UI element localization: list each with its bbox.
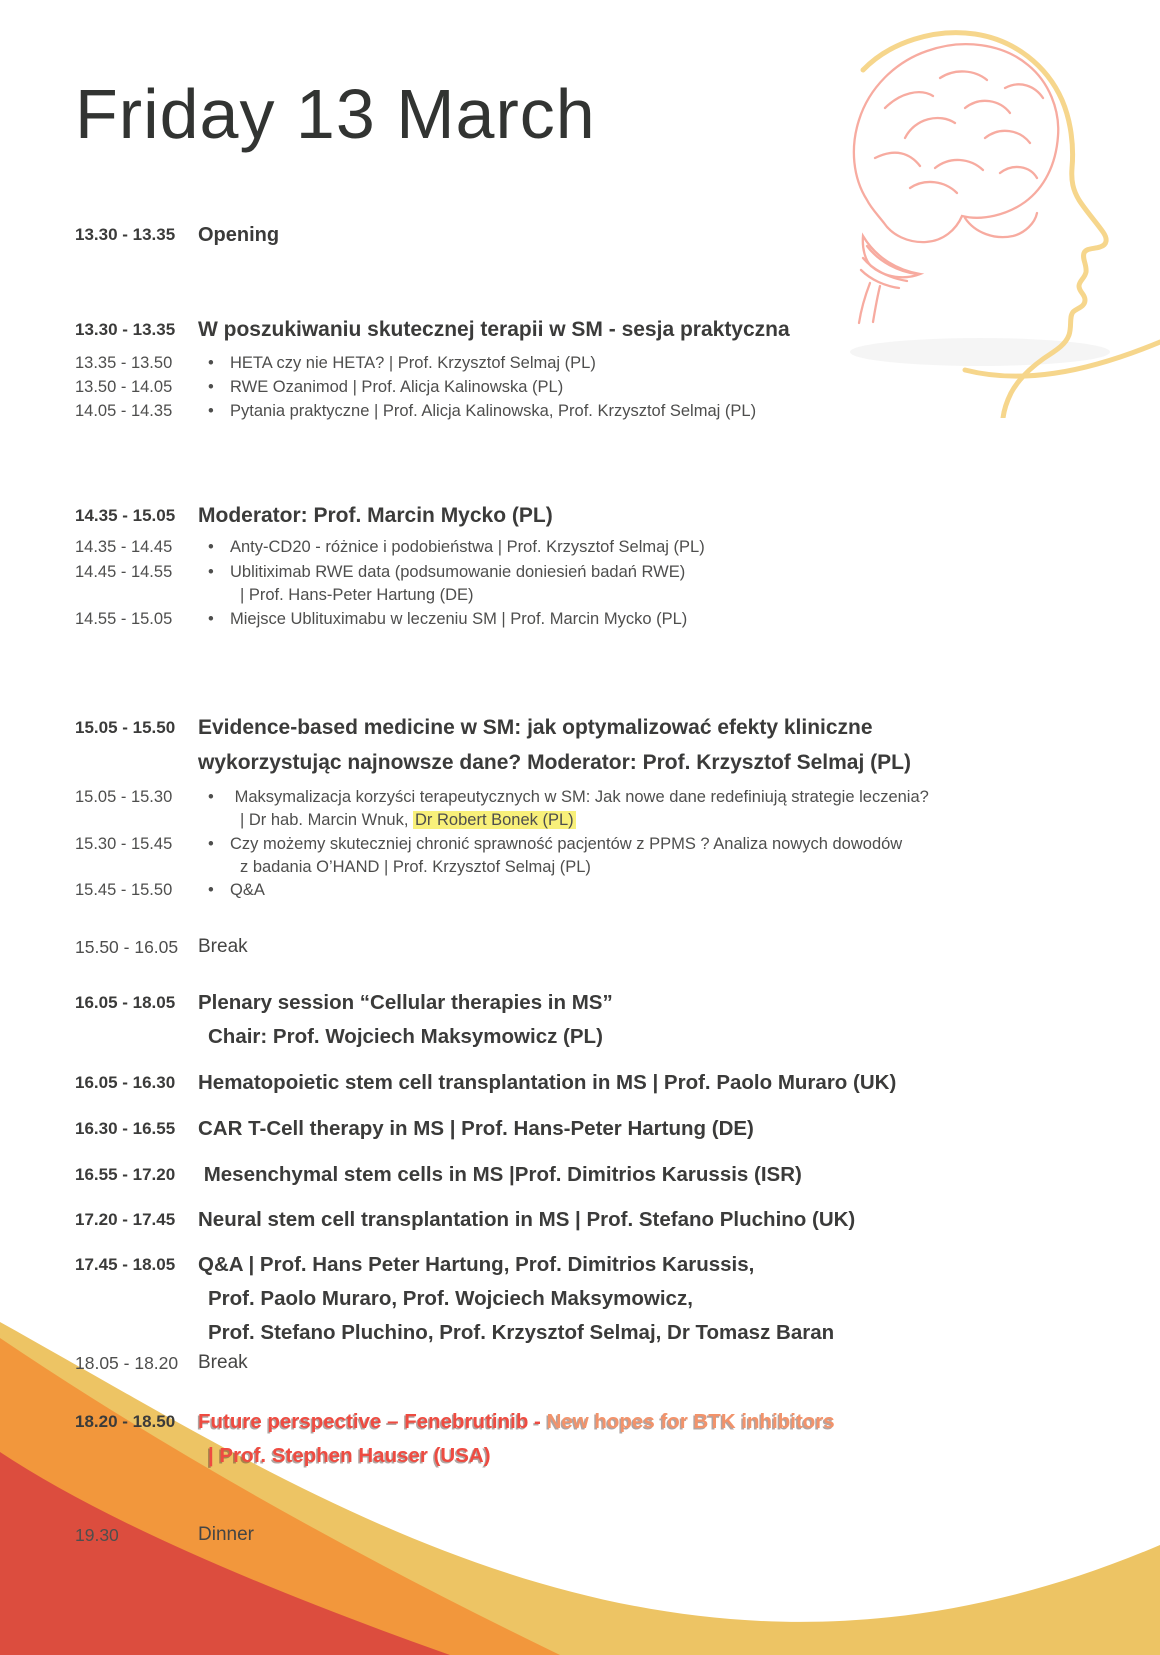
- session-line: [198, 1020, 1160, 1054]
- session-text: Hematopoietic stem cell transplantation in MS | Prof. Paolo Muraro (UK): [198, 1071, 897, 1094]
- session-line: [198, 745, 1160, 780]
- session-line: [198, 376, 1160, 399]
- agenda-row: [75, 608, 1160, 631]
- session-line: [198, 809, 1160, 832]
- session-text: wykorzystując najnowsze dane? Moderator: Prof. Krzysztof Selmaj (PL): [198, 751, 911, 774]
- session-content: [198, 1203, 1160, 1237]
- session-content: [198, 222, 1160, 248]
- session-line: [198, 1350, 1160, 1376]
- session-text: Prof. Paolo Muraro, Prof. Wojciech Maksymowicz,: [208, 1287, 693, 1310]
- session-text: Evidence-based medicine w SM: jak optymalizować efekty kliniczne: [198, 716, 873, 739]
- bullet-icon: •: [208, 563, 214, 581]
- session-text: Dinner: [198, 1524, 254, 1545]
- time-range: 15.45 - 15.50: [75, 881, 173, 899]
- session-content: [198, 1248, 1160, 1350]
- session-text: Plenary session “Cellular therapies in MS”: [198, 991, 613, 1014]
- session-content: [198, 376, 1160, 399]
- session-content: [198, 879, 1160, 902]
- time-range: 16.05 - 16.30: [75, 1073, 176, 1092]
- agenda-row: [75, 498, 1160, 533]
- agenda-row: [75, 710, 1160, 780]
- agenda-row: [75, 934, 1160, 960]
- session-line: [198, 352, 1160, 375]
- session-line: [198, 584, 1160, 607]
- session-content: [198, 498, 1160, 533]
- session-content: [198, 1112, 1160, 1146]
- session-line: [198, 312, 1160, 347]
- agenda-row: [75, 376, 1160, 399]
- session-line: [198, 400, 1160, 423]
- time-range: 13.30 - 13.35: [75, 320, 176, 339]
- session-content: [198, 986, 1160, 1054]
- session-line: [198, 1405, 1160, 1439]
- agenda-row: [75, 879, 1160, 902]
- session-content: [198, 1066, 1160, 1100]
- session-line: [198, 1439, 1160, 1473]
- time-range: 15.50 - 16.05: [75, 937, 179, 957]
- bullet-icon: •: [208, 538, 214, 556]
- time-range: 15.05 - 15.30: [75, 788, 173, 806]
- session-content: [198, 710, 1160, 780]
- agenda-row: [75, 1203, 1160, 1237]
- time-range: 16.05 - 18.05: [75, 993, 176, 1012]
- agenda-row: [75, 786, 1160, 832]
- session-text: Czy możemy skuteczniej chronić sprawność pacjentów z PPMS ? Analiza nowych dowodów: [230, 835, 903, 853]
- session-line: [198, 1112, 1160, 1146]
- agenda-row: [75, 536, 1160, 559]
- session-content: [198, 561, 1160, 607]
- session-text: CAR T-Cell therapy in MS | Prof. Hans-Peter Hartung (DE): [198, 1117, 754, 1140]
- session-content: [198, 1350, 1160, 1376]
- session-content: [198, 608, 1160, 631]
- session-line: [198, 1158, 1160, 1192]
- highlighted-speaker: Dr Robert Bonek (PL): [415, 811, 574, 829]
- time-range: 14.35 - 15.05: [75, 506, 176, 525]
- session-line: [198, 1522, 1160, 1548]
- session-text: Prof. Stefano Pluchino, Prof. Krzysztof Selmaj, Dr Tomasz Baran: [208, 1321, 835, 1344]
- session-text: | Dr hab. Marcin Wnuk,: [240, 811, 414, 829]
- bullet-icon: •: [208, 610, 214, 628]
- session-content: [198, 1522, 1160, 1548]
- agenda-row: [75, 1066, 1160, 1100]
- session-line: [198, 1203, 1160, 1237]
- session-text: Ublitiximab RWE data (podsumowanie doniesień badań RWE): [230, 563, 686, 581]
- session-text: | Prof. Stephen Hauser (USA): [208, 1444, 491, 1467]
- session-text: New hopes for BTK inhibitors: [546, 1410, 835, 1433]
- session-line: [198, 536, 1160, 559]
- agenda-row: [75, 561, 1160, 607]
- session-line: [198, 710, 1160, 745]
- time-range: 14.35 - 14.45: [75, 538, 173, 556]
- agenda-row: [75, 986, 1160, 1054]
- agenda: [75, 222, 1160, 1548]
- session-line: [198, 934, 1160, 960]
- session-text: Anty-CD20 - różnice i podobieństwa | Prof. Krzysztof Selmaj (PL): [230, 538, 705, 556]
- session-content: [198, 1158, 1160, 1192]
- time-range: 18.20 - 18.50: [75, 1412, 176, 1431]
- time-range: 15.05 - 15.50: [75, 718, 176, 737]
- session-text: Neural stem cell transplantation in MS | Prof. Stefano Pluchino (UK): [198, 1208, 856, 1231]
- session-content: [198, 833, 1160, 879]
- session-content: [198, 352, 1160, 375]
- time-range: 16.30 - 16.55: [75, 1119, 176, 1138]
- session-text: z badania O’HAND | Prof. Krzysztof Selmaj (PL): [240, 858, 591, 876]
- session-text: Break: [198, 936, 248, 957]
- page-title: Friday 13 March: [75, 75, 596, 153]
- time-range: 13.35 - 13.50: [75, 354, 173, 372]
- time-range: 18.05 - 18.20: [75, 1353, 179, 1373]
- session-text: Break: [198, 1352, 248, 1373]
- session-line: [198, 856, 1160, 879]
- session-text: Miejsce Ublituximabu w leczeniu SM | Prof. Marcin Mycko (PL): [230, 610, 688, 628]
- session-line: [198, 561, 1160, 584]
- time-range: 17.45 - 18.05: [75, 1255, 176, 1274]
- session-text: Pytania praktyczne | Prof. Alicja Kalinowska, Prof. Krzysztof Selmaj (PL): [230, 402, 757, 420]
- agenda-row: [75, 1350, 1160, 1376]
- time-range: 19.30: [75, 1525, 119, 1545]
- session-content: [198, 400, 1160, 423]
- bullet-icon: •: [208, 354, 214, 372]
- session-content: [198, 536, 1160, 559]
- agenda-row: [75, 1522, 1160, 1548]
- session-line: [198, 1248, 1160, 1282]
- session-line: [198, 786, 1160, 809]
- time-range: 14.05 - 14.35: [75, 402, 173, 420]
- agenda-row: [75, 352, 1160, 375]
- session-text: RWE Ozanimod | Prof. Alicja Kalinowska (PL): [230, 378, 564, 396]
- session-line: [198, 1066, 1160, 1100]
- agenda-row: [75, 1112, 1160, 1146]
- time-range: 14.45 - 14.55: [75, 563, 173, 581]
- session-text: Mesenchymal stem cells in MS |Prof. Dimitrios Karussis (ISR): [198, 1163, 802, 1186]
- session-content: [198, 312, 1160, 347]
- session-content: [198, 934, 1160, 960]
- time-range: 15.30 - 15.45: [75, 835, 173, 853]
- session-text: Chair: Prof. Wojciech Maksymowicz (PL): [208, 1025, 603, 1048]
- session-line: [198, 1316, 1160, 1350]
- session-text: Maksymalizacja korzyści terapeutycznych w SM: Jak nowe dane redefiniują strategie leczenia?: [230, 788, 929, 806]
- agenda-row: [75, 1248, 1160, 1350]
- session-text: Opening: [198, 224, 280, 246]
- session-line: [198, 986, 1160, 1020]
- session-line: [198, 833, 1160, 856]
- session-text: | Prof. Hans-Peter Hartung (DE): [240, 586, 474, 604]
- session-text: Q&A: [230, 881, 265, 899]
- session-line: [198, 1282, 1160, 1316]
- bullet-icon: •: [208, 881, 214, 899]
- session-text: W poszukiwaniu skutecznej terapii w SM - sesja praktyczna: [198, 318, 790, 341]
- agenda-row: [75, 833, 1160, 879]
- time-range: 14.55 - 15.05: [75, 610, 173, 628]
- time-range: 13.50 - 14.05: [75, 378, 173, 396]
- session-line: [198, 222, 1160, 248]
- agenda-row: [75, 1158, 1160, 1192]
- session-line: [198, 608, 1160, 631]
- session-text: Future perspective – Fenebrutinib -: [198, 1410, 547, 1433]
- session-text: HETA czy nie HETA? | Prof. Krzysztof Selmaj (PL): [230, 354, 596, 372]
- session-text: Q&A | Prof. Hans Peter Hartung, Prof. Dimitrios Karussis,: [198, 1253, 755, 1276]
- time-range: 13.30 - 13.35: [75, 225, 176, 244]
- bullet-icon: •: [208, 835, 214, 853]
- session-content: [198, 786, 1160, 832]
- bullet-icon: •: [208, 378, 214, 396]
- agenda-row: [75, 312, 1160, 347]
- agenda-row: [75, 400, 1160, 423]
- agenda-row: [75, 222, 1160, 248]
- session-line: [198, 498, 1160, 533]
- session-content: [198, 1405, 1160, 1473]
- bullet-icon: •: [208, 402, 214, 420]
- session-text: Moderator: Prof. Marcin Mycko (PL): [198, 504, 553, 527]
- time-range: 16.55 - 17.20: [75, 1165, 176, 1184]
- session-line: [198, 879, 1160, 902]
- bullet-icon: •: [208, 788, 214, 806]
- agenda-row: [75, 1405, 1160, 1473]
- time-range: 17.20 - 17.45: [75, 1210, 176, 1229]
